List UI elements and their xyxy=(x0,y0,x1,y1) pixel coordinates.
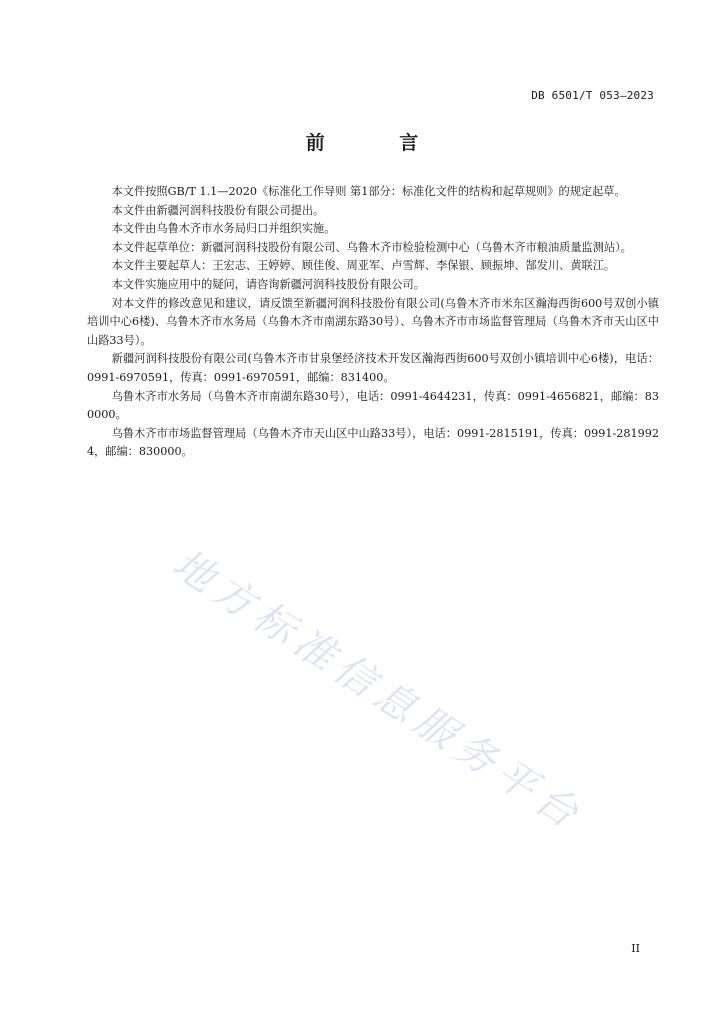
paragraph-inquiries: 本文件实施应用中的疑问，请咨询新疆河润科技股份有限公司。 xyxy=(111,277,425,291)
paragraph-contact-water-bureau: 乌鲁木齐市水务局（乌鲁木齐市南湖东路30号），电话：0991-4644231，传真：0991-4656821，邮编：830000。 xyxy=(87,389,659,422)
paragraph-administrator: 本文件由乌鲁木齐市水务局归口并组织实施。 xyxy=(111,222,336,236)
watermark: 地方标准信息服务平台 xyxy=(164,540,592,841)
paragraph-drafting-rules: 本文件按照GB/T 1.1—2020《标准化工作导则 第1部分：标准化文件的结构和起草规则》的规定起草。 xyxy=(111,185,626,198)
paragraph-feedback: 对本文件的修改意见和建议，请反馈至新疆河润科技股份有限公司(乌鲁木齐市米东区瀚海西街600号双创小镇培训中心6楼)、乌鲁木齐市水务局（乌鲁木齐市南湖东路30号）、乌鲁木齐市市场监督管理局（乌鲁木齐市天山区中山路33号）。 xyxy=(87,296,659,347)
paragraph-drafting-units: 本文件起草单位：新疆河润科技股份有限公司、乌鲁木齐市检验检测中心（乌鲁木齐市粮油质量监测站）。 xyxy=(111,240,632,254)
document-body xyxy=(87,183,659,462)
paragraph-drafters: 本文件主要起草人：王宏志、王婷婷、顾佳俊、周亚军、卢雪辉、李保银、顾振坤、郜发川、黄联江。 xyxy=(111,259,616,273)
paragraph-proposer: 本文件由新疆河润科技股份有限公司提出。 xyxy=(111,203,325,217)
standard-code: DB 6501/T 053—2023 xyxy=(531,89,654,102)
page-title: 前 言 xyxy=(305,132,453,154)
paragraph-contact-company: 新疆河润科技股份有限公司(乌鲁木齐市甘泉堡经济技术开发区瀚海西街600号双创小镇培训中心6楼)，电话：0991-6970591，传真：0991-6970591，邮编：831400。 xyxy=(87,352,659,384)
paragraph-contact-market-bureau: 乌鲁木齐市市场监督管理局（乌鲁木齐市天山区中山路33号），电话：0991-2815191，传真：0991-2819924，邮编：830000。 xyxy=(87,426,659,459)
page-number: II xyxy=(631,942,640,955)
